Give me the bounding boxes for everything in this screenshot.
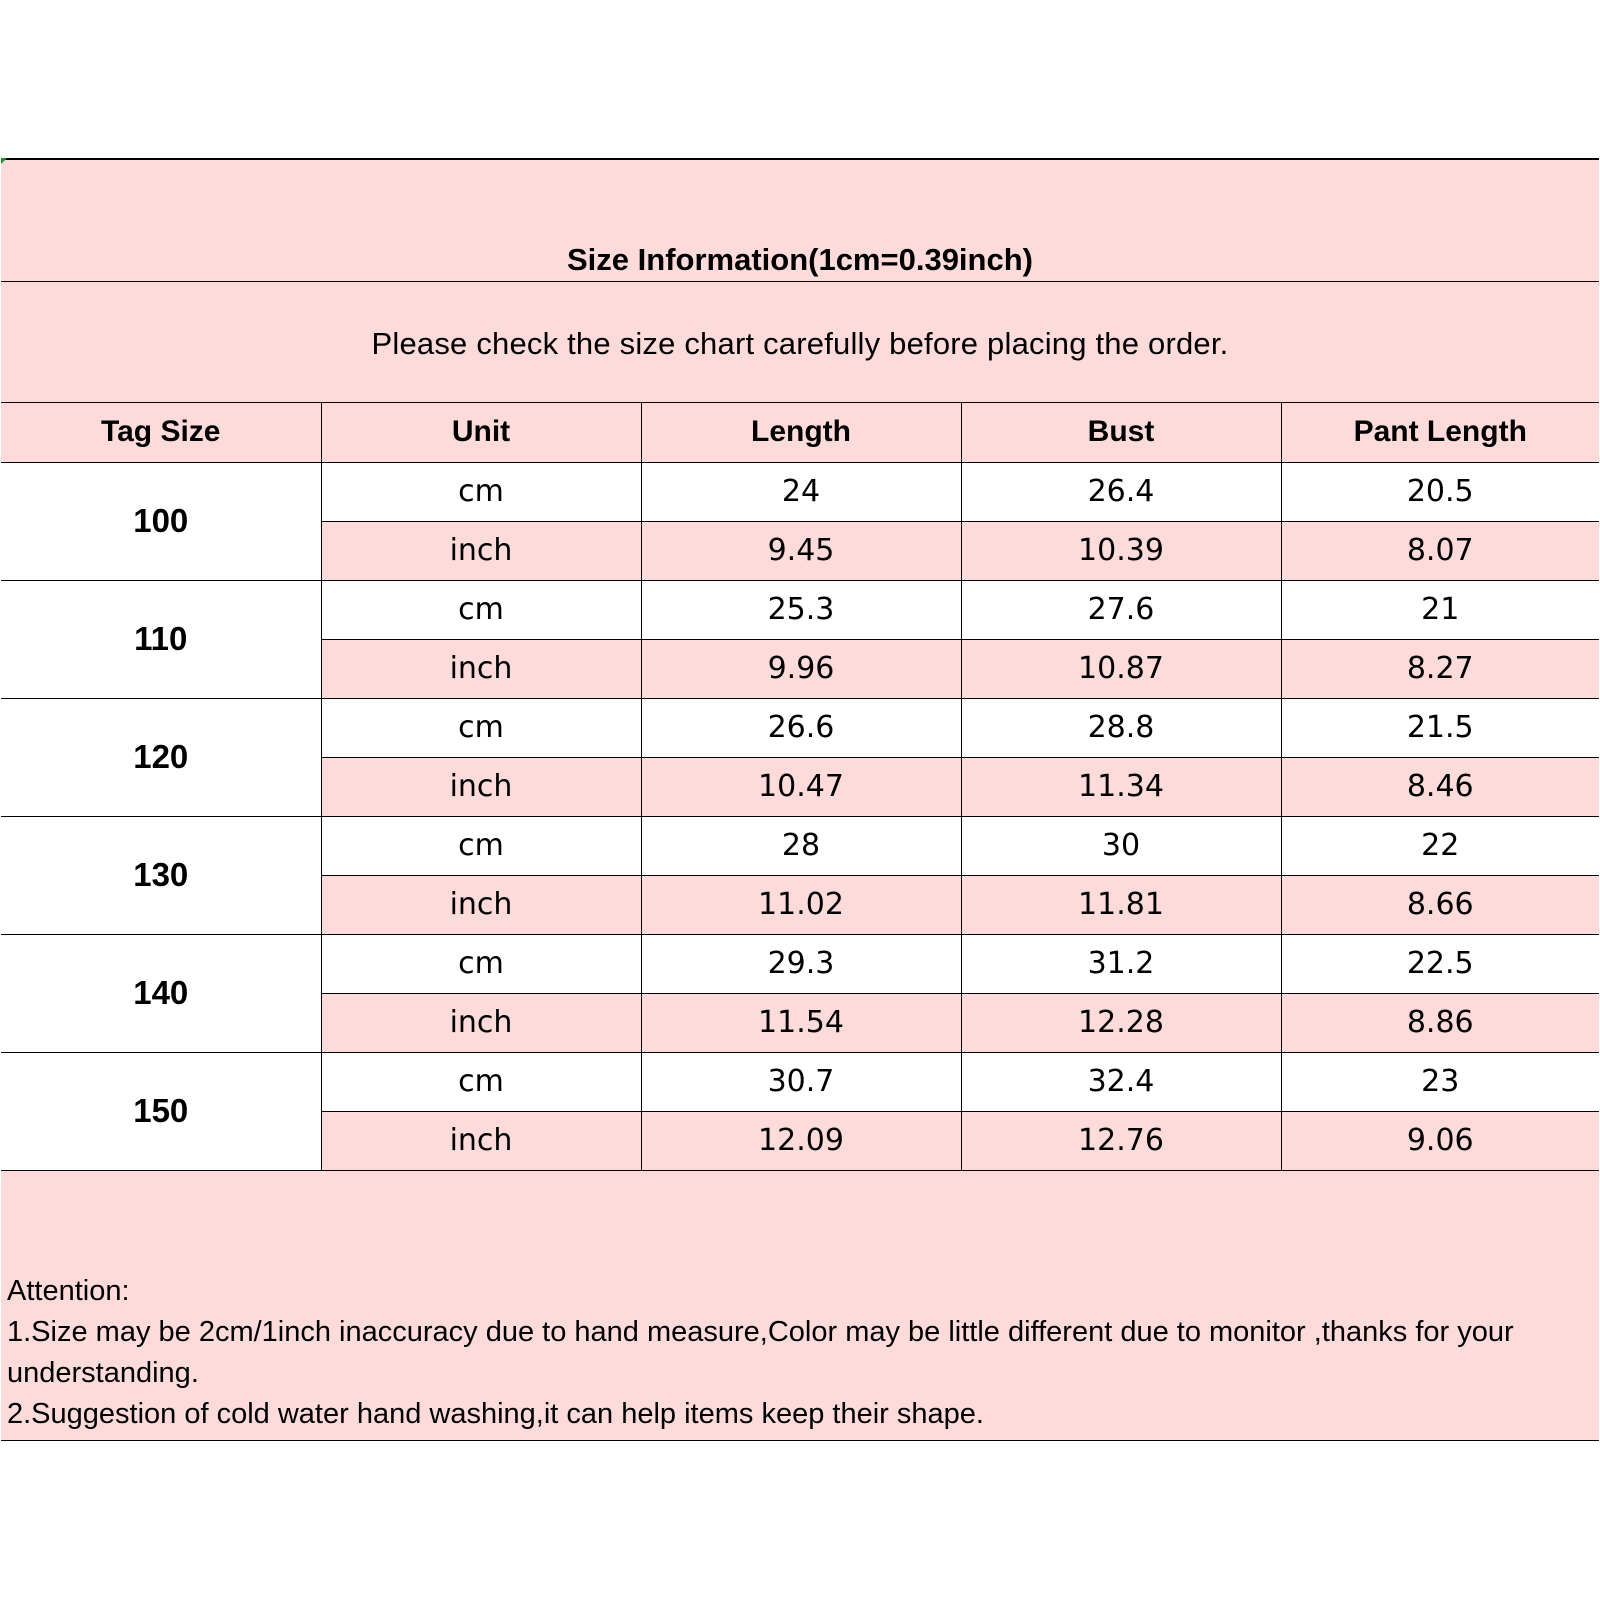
table-row bbox=[1, 1052, 1599, 1111]
attention-line-2: 2.Suggestion of cold water hand washing,it can help items keep their shape. bbox=[7, 1398, 984, 1430]
unit-cell: cm bbox=[321, 580, 641, 639]
bust-cell: 32.4 bbox=[961, 1052, 1281, 1111]
length-cell: 9.45 bbox=[641, 521, 961, 580]
length-cell: 26.6 bbox=[641, 698, 961, 757]
unit-cell: inch bbox=[321, 875, 641, 934]
pant-length-cell: 8.07 bbox=[1281, 521, 1599, 580]
length-cell: 10.47 bbox=[641, 757, 961, 816]
bust-cell: 10.39 bbox=[961, 521, 1281, 580]
tag-size-cell: 140 bbox=[1, 934, 321, 1052]
pant-length-cell: 8.66 bbox=[1281, 875, 1599, 934]
length-cell: 11.02 bbox=[641, 875, 961, 934]
bust-cell: 10.87 bbox=[961, 639, 1281, 698]
note-row bbox=[1, 282, 1599, 403]
unit-cell: cm bbox=[321, 698, 641, 757]
bust-cell: 27.6 bbox=[961, 580, 1281, 639]
bust-cell: 31.2 bbox=[961, 934, 1281, 993]
pant-length-cell: 22 bbox=[1281, 816, 1599, 875]
length-cell: 9.96 bbox=[641, 639, 961, 698]
unit-cell: inch bbox=[321, 757, 641, 816]
length-cell: 29.3 bbox=[641, 934, 961, 993]
size-chart-sheet bbox=[1, 158, 1599, 1441]
tag-size-cell: 150 bbox=[1, 1052, 321, 1170]
order-note: Please check the size chart carefully before placing the order. bbox=[371, 326, 1229, 361]
pant-length-cell: 9.06 bbox=[1281, 1111, 1599, 1170]
unit-cell: inch bbox=[321, 1111, 641, 1170]
unit-cell: cm bbox=[321, 462, 641, 521]
length-cell: 24 bbox=[641, 462, 961, 521]
title-row bbox=[1, 160, 1599, 282]
pant-length-cell: 8.86 bbox=[1281, 993, 1599, 1052]
pant-length-cell: 8.46 bbox=[1281, 757, 1599, 816]
cell-corner-marker bbox=[1, 158, 7, 164]
chart-title: Size Information(1cm=0.39inch) bbox=[567, 242, 1033, 277]
pant-length-cell: 20.5 bbox=[1281, 462, 1599, 521]
tag-size-cell: 100 bbox=[1, 462, 321, 580]
unit-cell: inch bbox=[321, 521, 641, 580]
table-row bbox=[1, 580, 1599, 639]
tag-size-cell: 120 bbox=[1, 698, 321, 816]
length-cell: 30.7 bbox=[641, 1052, 961, 1111]
bust-cell: 26.4 bbox=[961, 462, 1281, 521]
table-row bbox=[1, 462, 1599, 521]
header-pant-length: Pant Length bbox=[1281, 403, 1599, 462]
pant-length-cell: 22.5 bbox=[1281, 934, 1599, 993]
bust-cell: 11.34 bbox=[961, 757, 1281, 816]
unit-cell: cm bbox=[321, 816, 641, 875]
tag-size-cell: 130 bbox=[1, 816, 321, 934]
length-cell: 11.54 bbox=[641, 993, 961, 1052]
header-length: Length bbox=[641, 403, 961, 462]
pant-length-cell: 21.5 bbox=[1281, 698, 1599, 757]
header-tag-size: Tag Size bbox=[1, 403, 321, 462]
header-unit: Unit bbox=[321, 403, 641, 462]
attention-heading: Attention: bbox=[7, 1275, 130, 1307]
length-cell: 25.3 bbox=[641, 580, 961, 639]
pant-length-cell: 21 bbox=[1281, 580, 1599, 639]
bust-cell: 30 bbox=[961, 816, 1281, 875]
table-row bbox=[1, 816, 1599, 875]
header-bust: Bust bbox=[961, 403, 1281, 462]
table-row bbox=[1, 934, 1599, 993]
length-cell: 12.09 bbox=[641, 1111, 961, 1170]
tag-size-cell: 110 bbox=[1, 580, 321, 698]
table-row bbox=[1, 698, 1599, 757]
unit-cell: cm bbox=[321, 1052, 641, 1111]
bust-cell: 11.81 bbox=[961, 875, 1281, 934]
unit-cell: inch bbox=[321, 639, 641, 698]
unit-cell: inch bbox=[321, 993, 641, 1052]
header-row bbox=[1, 403, 1599, 462]
pant-length-cell: 8.27 bbox=[1281, 639, 1599, 698]
attention-line-1: 1.Size may be 2cm/1inch inaccuracy due to hand measure,Color may be little different due to monitor ,thanks for your understanding. bbox=[7, 1316, 1514, 1389]
bust-cell: 12.28 bbox=[961, 993, 1281, 1052]
attention-notes bbox=[7, 1271, 1593, 1435]
size-table bbox=[1, 403, 1599, 1171]
bust-cell: 28.8 bbox=[961, 698, 1281, 757]
length-cell: 28 bbox=[641, 816, 961, 875]
pant-length-cell: 23 bbox=[1281, 1052, 1599, 1111]
bust-cell: 12.76 bbox=[961, 1111, 1281, 1170]
unit-cell: cm bbox=[321, 934, 641, 993]
